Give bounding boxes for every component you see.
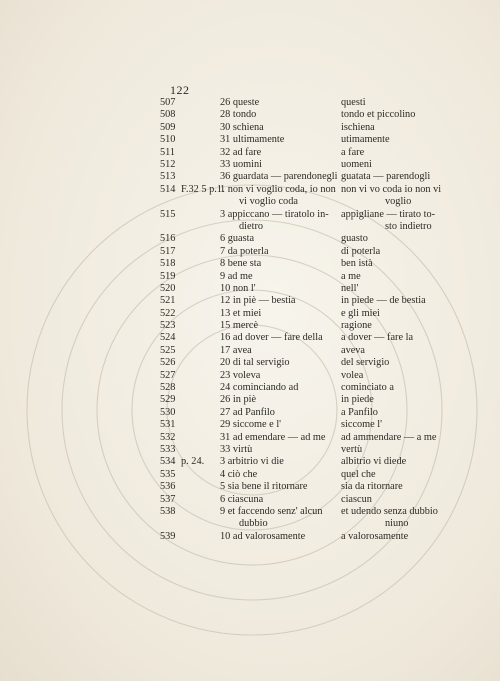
row-number: 520 [160, 282, 176, 294]
errata-row [0, 456, 500, 468]
original-reading: 31 ultimamente [220, 134, 285, 146]
corrected-reading: albitrio vi diede [341, 456, 407, 468]
row-number: 527 [160, 369, 176, 381]
errata-row [0, 159, 500, 171]
original-reading: 30 schiena [220, 121, 264, 133]
row-number: 534 [160, 456, 176, 468]
errata-row [0, 122, 500, 134]
errata-row [0, 320, 500, 332]
row-number: 528 [160, 382, 176, 394]
errata-row [0, 531, 500, 543]
corrected-reading: vertù [341, 443, 363, 455]
original-reading: 7 da poterla [220, 245, 269, 257]
original-reading: 5 sia bene il ritornare [220, 481, 308, 493]
corrected-reading: quel che [341, 468, 376, 480]
errata-row [0, 184, 500, 209]
original-reading: vi voglio coda [239, 196, 298, 208]
corrected-reading: voglio [385, 196, 412, 208]
errata-row [0, 394, 500, 406]
original-reading: 4 ciò che [220, 468, 258, 480]
row-number: 538 [160, 505, 176, 517]
original-reading: 20 di tal servigio [220, 357, 290, 369]
row-number: 508 [160, 109, 176, 121]
corrected-reading: siccome l' [341, 419, 383, 431]
original-reading: dietro [239, 220, 264, 232]
errata-row [0, 469, 500, 481]
corrected-reading: a Panfilo [341, 406, 378, 418]
original-reading: 10 non l' [220, 282, 256, 294]
row-number: 523 [160, 320, 176, 332]
corrected-reading: ischiena [341, 121, 375, 133]
original-reading: 3 appiccano — tiratolo in- [220, 208, 329, 220]
original-reading: 28 tondo [220, 109, 257, 121]
corrected-reading: aveva [341, 344, 366, 356]
errata-row [0, 357, 500, 369]
corrected-reading: ragione [341, 320, 372, 332]
corrected-reading: cominciato a [341, 382, 394, 394]
corrected-reading: tondo et piccolino [341, 109, 416, 121]
row-number: 521 [160, 295, 176, 307]
row-number: 532 [160, 431, 176, 443]
row-number: 515 [160, 208, 176, 220]
page-reference: p. 24. [181, 456, 205, 468]
original-reading: 12 in piè — bestia [220, 295, 296, 307]
original-reading: 33 uomini [220, 158, 263, 170]
corrected-reading: a valorosamente [341, 530, 409, 542]
errata-row [0, 246, 500, 258]
corrected-reading: ciascun [341, 493, 372, 505]
errata-row [0, 147, 500, 159]
errata-row [0, 407, 500, 419]
errata-row [0, 345, 500, 357]
errata-row [0, 506, 500, 531]
errata-row [0, 382, 500, 394]
original-reading: 17 avea [220, 344, 252, 356]
errata-row [0, 134, 500, 146]
original-reading: 31 ad emendare — ad me [220, 431, 326, 443]
row-number: 516 [160, 233, 176, 245]
corrected-reading: volea [341, 369, 364, 381]
original-reading: 9 ad me [220, 270, 253, 282]
corrected-reading: appigliane — tirato to- [341, 208, 436, 220]
corrected-reading: et udendo senza dubbio [341, 505, 438, 517]
corrected-reading: uomeni [341, 158, 372, 170]
original-reading: 32 ad fare [220, 146, 262, 158]
original-reading: dubbio [239, 518, 268, 530]
row-number: 513 [160, 171, 176, 183]
corrected-reading: guatata — parendogli [341, 171, 431, 183]
corrected-reading: utimamente [341, 134, 390, 146]
original-reading: 15 mercè [220, 320, 259, 332]
original-reading: 9 et faccendo senz' alcun [220, 505, 323, 517]
row-number: 524 [160, 332, 176, 344]
row-number: 517 [160, 245, 176, 257]
errata-row [0, 332, 500, 344]
original-reading: 1 non vi voglio coda, io non [220, 183, 336, 195]
row-number: 511 [160, 146, 176, 158]
original-reading: 16 ad dover — fare della [220, 332, 323, 344]
corrected-reading: niuno [385, 518, 409, 530]
corrected-reading: del servigio [341, 357, 390, 369]
corrected-reading: guasto [341, 233, 368, 245]
original-reading: 8 bene sta [220, 258, 262, 270]
errata-row [0, 171, 500, 183]
corrected-reading: a dover — fare la [341, 332, 414, 344]
original-reading: 29 siccome e l' [220, 419, 282, 431]
page-reference: F.32 5 p.1. [181, 183, 225, 195]
errata-row [0, 271, 500, 283]
row-number: 518 [160, 258, 176, 270]
errata-row [0, 97, 500, 109]
row-number: 537 [160, 493, 176, 505]
row-number: 539 [160, 530, 176, 542]
errata-row [0, 209, 500, 234]
corrected-reading: di poterla [341, 245, 381, 257]
row-number: 514 [160, 183, 176, 195]
corrected-reading: ben istà [341, 258, 373, 270]
row-number: 519 [160, 270, 176, 282]
row-number: 522 [160, 307, 176, 319]
corrected-reading: questi [341, 97, 366, 108]
row-number: 509 [160, 121, 176, 133]
original-reading: 33 virtù [220, 443, 253, 455]
row-number: 536 [160, 481, 176, 493]
corrected-reading: a fare [341, 146, 365, 158]
page-number: 122 [170, 83, 190, 97]
errata-row [0, 481, 500, 493]
original-reading: 23 voleva [220, 369, 261, 381]
row-number: 533 [160, 443, 176, 455]
original-reading: 6 guasta [220, 233, 255, 245]
corrected-reading: nell' [341, 282, 359, 294]
corrected-reading: in piede — de bestia [341, 295, 426, 307]
row-number: 526 [160, 357, 176, 369]
original-reading: 26 in piè [220, 394, 257, 406]
errata-row [0, 283, 500, 295]
corrected-reading: a me [341, 270, 361, 282]
errata-row [0, 494, 500, 506]
corrected-reading: e gli miei [341, 307, 380, 319]
original-reading: 6 ciascuna [220, 493, 264, 505]
errata-row [0, 308, 500, 320]
original-reading: 24 cominciando ad [220, 382, 299, 394]
errata-row [0, 432, 500, 444]
errata-table [0, 97, 500, 543]
row-number: 531 [160, 419, 176, 431]
corrected-reading: in piede [341, 394, 374, 406]
original-reading: 26 queste [220, 97, 260, 108]
row-number: 530 [160, 406, 176, 418]
original-reading: 3 arbitrio vi die [220, 456, 284, 468]
row-number: 535 [160, 468, 176, 480]
row-number: 510 [160, 134, 176, 146]
errata-row [0, 370, 500, 382]
corrected-reading: non vi vo coda io non vi [341, 183, 442, 195]
original-reading: 27 ad Panfilo [220, 406, 275, 418]
original-reading: 10 ad valorosamente [220, 530, 306, 542]
errata-row [0, 258, 500, 270]
errata-row [0, 444, 500, 456]
original-reading: 13 et miei [220, 307, 262, 319]
corrected-reading: sto indietro [385, 220, 432, 232]
original-reading: 36 guardata — parendonegli [220, 171, 338, 183]
errata-row [0, 419, 500, 431]
row-number: 512 [160, 158, 176, 170]
errata-row [0, 295, 500, 307]
row-number: 525 [160, 344, 176, 356]
errata-row [0, 109, 500, 121]
errata-row [0, 233, 500, 245]
row-number: 507 [160, 97, 176, 108]
corrected-reading: sia da ritornare [341, 481, 403, 493]
corrected-reading: ad ammendare — a me [341, 431, 437, 443]
row-number: 529 [160, 394, 176, 406]
